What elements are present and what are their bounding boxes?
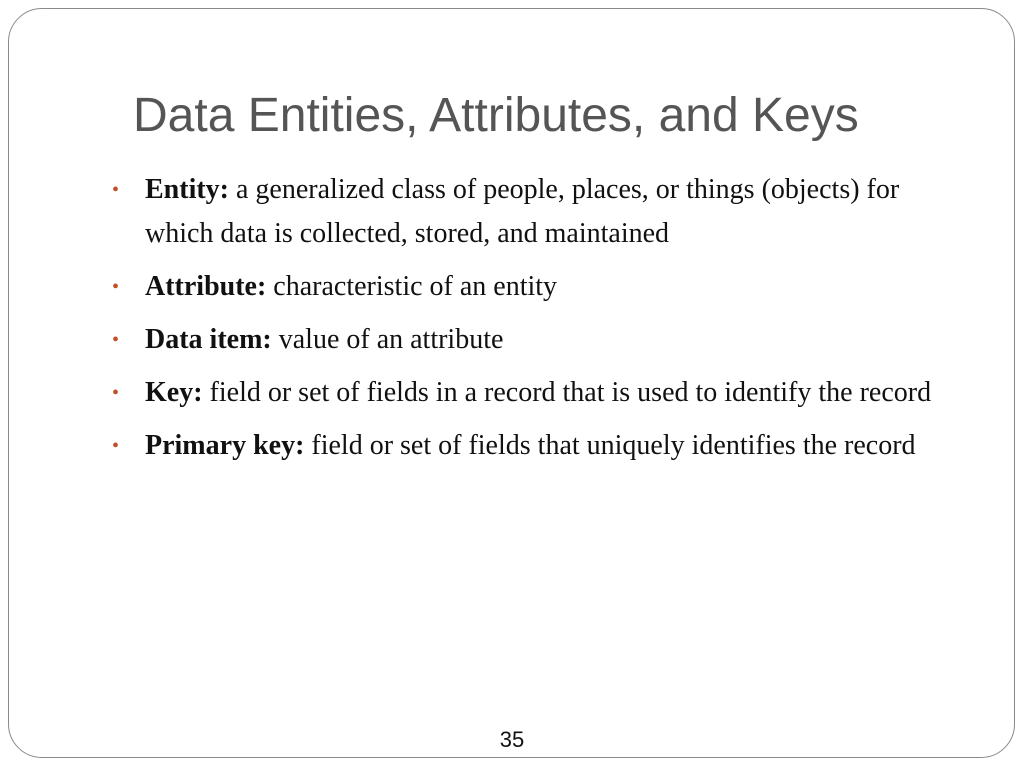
bullet-attribute xyxy=(112,265,952,309)
bullet-text: a generalized class of people, places, or things (objects) for which data is collected, stored, and maintained xyxy=(145,174,900,249)
bullet-term: Data item: xyxy=(145,324,272,355)
bullet-term: Attribute: xyxy=(145,271,267,302)
bullet-term: Primary key: xyxy=(145,430,305,461)
bullet-dot-icon: • xyxy=(112,276,120,298)
bullet-primary-key xyxy=(112,424,952,468)
bullet-dot-icon: • xyxy=(112,435,120,457)
bullet-list xyxy=(112,168,952,477)
page-number: 35 xyxy=(499,727,525,752)
bullet-text: field or set of fields in a record that is used to identify the record xyxy=(209,377,932,408)
bullet-term: Key: xyxy=(145,377,203,408)
bullet-dot-icon: • xyxy=(112,382,120,404)
bullet-term: Entity: xyxy=(145,174,229,205)
bullet-dot-icon: • xyxy=(112,179,120,201)
bullet-text: value of an attribute xyxy=(278,324,504,355)
bullet-key xyxy=(112,371,952,415)
bullet-entity xyxy=(112,168,952,256)
bullet-data-item xyxy=(112,318,952,362)
bullet-text: characteristic of an entity xyxy=(273,271,558,302)
bullet-dot-icon: • xyxy=(112,329,120,351)
slide-title: Data Entities, Attributes, and Keys xyxy=(133,89,859,142)
bullet-text: field or set of fields that uniquely identifies the record xyxy=(311,430,916,461)
